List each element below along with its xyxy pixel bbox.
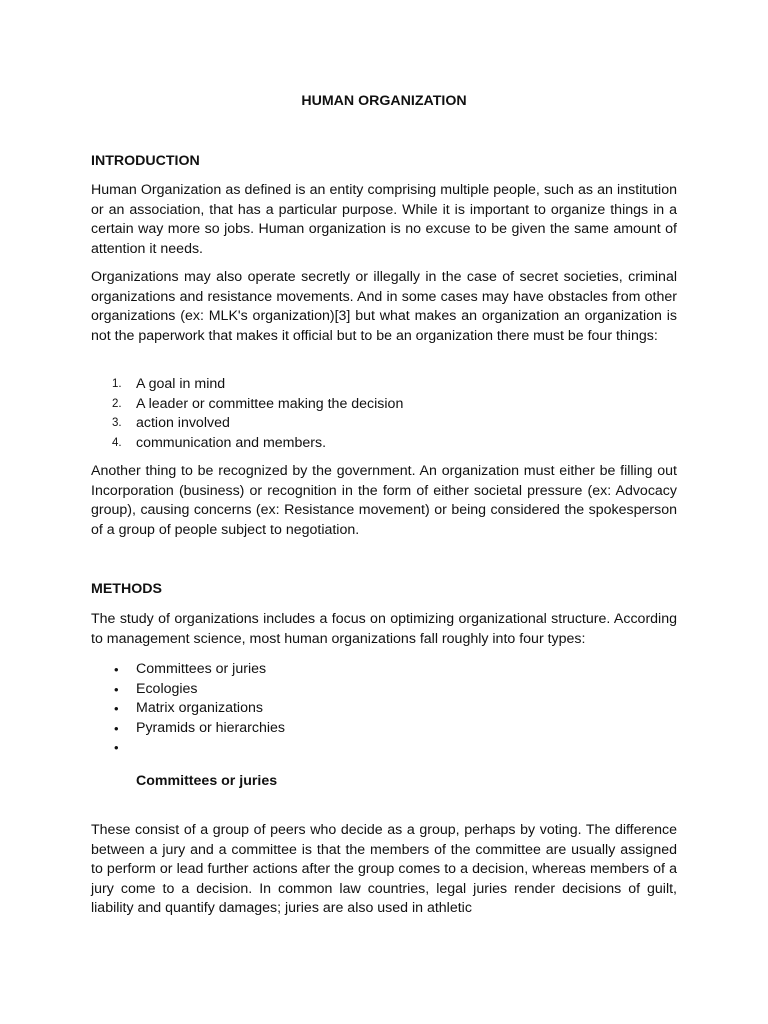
list-item: [91, 680, 677, 700]
list-item-text: Ecologies: [136, 680, 198, 697]
list-number: 4.: [112, 436, 122, 449]
bullet-icon: •: [114, 720, 119, 736]
bullet-icon: •: [114, 681, 119, 697]
list-item: [91, 414, 677, 434]
list-item: [91, 375, 677, 395]
requirements-list: [91, 375, 677, 453]
committees-subheading: Committees or juries: [136, 773, 278, 789]
list-item-text: action involved: [136, 415, 230, 432]
methods-heading: METHODS: [91, 581, 162, 597]
introduction-paragraph-2: Organizations may also operate secretly or illegally in the case of secret societies, criminal organizations and resistance movements. And in some cases may have obstacles from other organizations (ex: MLK's organization)[3] but what makes an organization an organization is not the paperwork that makes it official but to be an organization there must be four things:: [91, 269, 677, 344]
introduction-paragraph-1: Human Organization as defined is an entity comprising multiple people, such as an institution or an association, that has a particular purpose. While it is important to organize things in a certain way more so jobs. Human organization is no excuse to be given the same amount of attention it needs.: [91, 182, 677, 257]
bullet-icon: •: [114, 701, 119, 717]
list-item: [91, 719, 677, 739]
list-item: [91, 738, 677, 758]
bullet-icon: •: [114, 740, 119, 756]
list-item-text: Pyramids or hierarchies: [136, 719, 286, 736]
list-number: 1.: [112, 378, 122, 390]
list-item: [91, 395, 677, 415]
list-item: [91, 660, 677, 680]
list-item-text: A leader or committee making the decision: [136, 395, 404, 412]
organization-types-list: [91, 660, 677, 758]
list-item-text: communication and members.: [136, 434, 327, 451]
methods-paragraph-1: The study of organizations includes a focus on optimizing organizational structure. According to management science, most human organizations fall roughly into four types:: [91, 611, 677, 647]
list-item-text: Committees or juries: [136, 661, 267, 677]
introduction-paragraph-3: Another thing to be recognized by the government. An organization must either be filling out Incorporation (business) or recognition in the form of either societal pressure (ex: Advocacy group), causing concerns (ex: Resistance movement) or being considered the spokesperson of a group of people subject to negotiation.: [91, 463, 677, 538]
list-item-text: Matrix organizations: [136, 700, 263, 717]
methods-paragraph-2: These consist of a group of peers who decide as a group, perhaps by voting. The difference between a jury and a committee is that the members of the committee are usually assigned to perform or lead further actions after the group comes to a decision, whereas members of a jury come to a decision. In common law countries, legal juries render decisions of guilt, liability and quantify damages; juries are also used in athletic: [91, 822, 677, 917]
introduction-heading: INTRODUCTION: [91, 153, 200, 169]
bullet-icon: •: [114, 662, 119, 677]
list-item-text: A goal in mind: [136, 376, 226, 392]
list-item: [91, 434, 677, 454]
list-number: 2.: [112, 397, 122, 410]
list-number: 3.: [112, 417, 122, 430]
list-item: [91, 699, 677, 719]
document-title: HUMAN ORGANIZATION: [301, 93, 467, 109]
